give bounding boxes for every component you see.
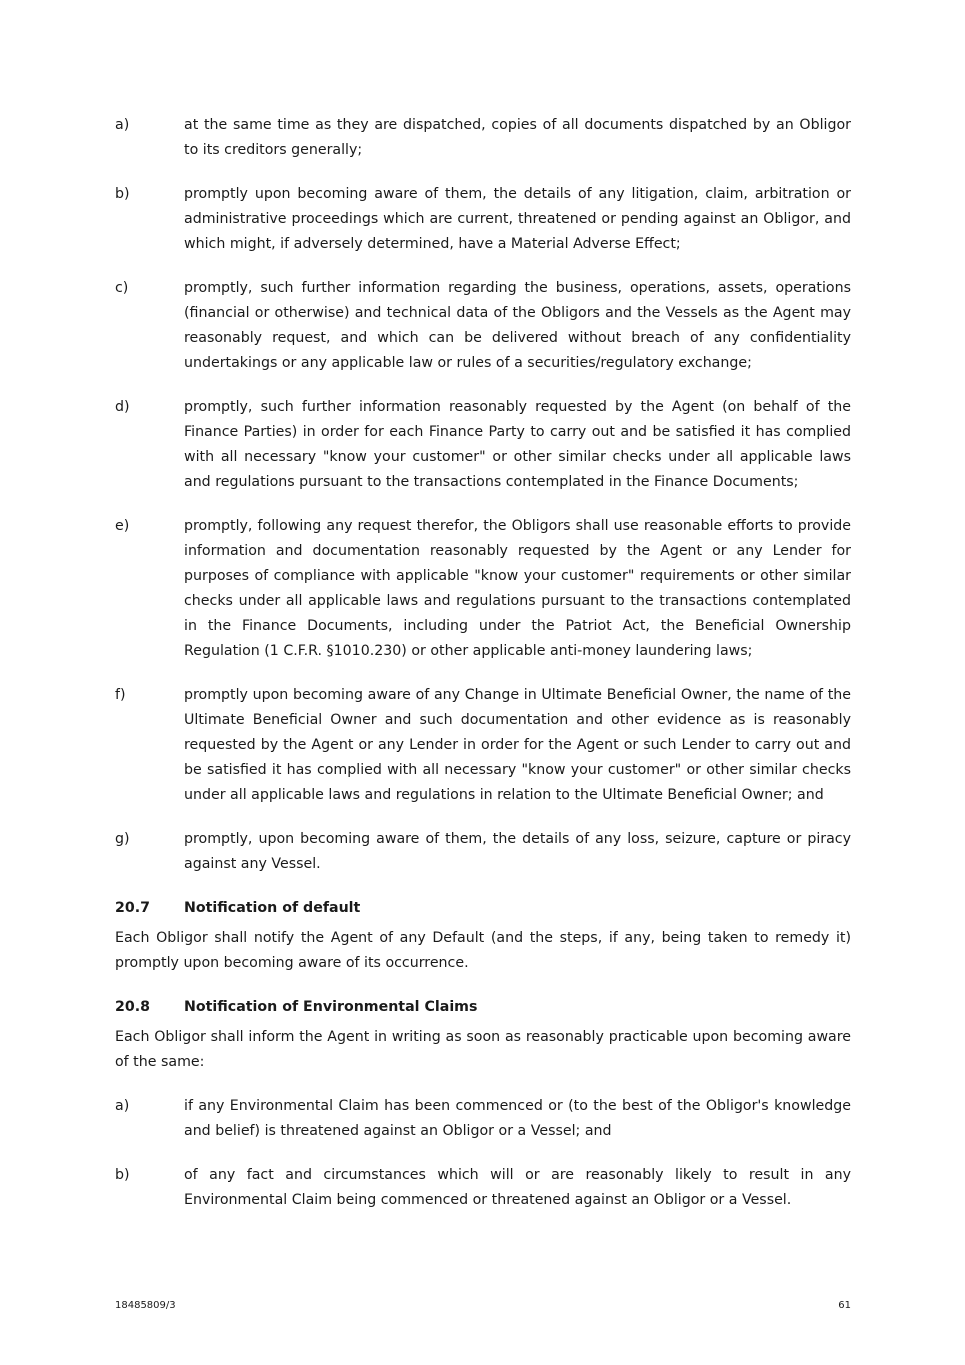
item-label: b): [115, 186, 130, 202]
section-body: Each Obligor shall notify the Agent of any Default (and the steps, if any, being taken to remedy it) promptly upon becoming aware of its occurrence.: [115, 930, 851, 971]
document-page: [115, 113, 851, 1232]
list-item: [115, 514, 851, 664]
item-label: c): [115, 280, 129, 296]
item-label: b): [115, 1167, 130, 1183]
item-text: promptly, such further information reasonably requested by the Agent (on behalf of the Finance Parties) in order for each Finance Party to carry out and be satisfied it has complied with all necessary "know your customer" or other similar checks under all applicable laws and regulations pursuant to the transactions contemplated in the Finance Documents;: [184, 399, 851, 490]
document-reference: 18485809/3: [115, 1300, 176, 1311]
list-item: [115, 113, 851, 163]
item-text: promptly upon becoming aware of any Change in Ultimate Beneficial Owner, the name of the Ultimate Beneficial Owner and such documentation and other evidence as is reasonably requested by the Agent or any Lender in order for the Agent or such Lender to carry out and be satisfied it has complied with all necessary "know your customer" or other similar checks under all applicable laws and regulations in relation to the Ultimate Beneficial Owner; and: [184, 687, 851, 803]
list-item: [115, 276, 851, 376]
item-label: g): [115, 831, 130, 847]
item-label: a): [115, 1098, 130, 1114]
item-text: promptly upon becoming aware of them, the details of any litigation, claim, arbitration or administrative proceedings which are current, threatened or pending against an Obligor, and which might, if adversely determined, have a Material Adverse Effect;: [184, 186, 851, 252]
list-item: [115, 182, 851, 257]
section-title: Notification of Environmental Claims: [184, 999, 478, 1015]
item-text: at the same time as they are dispatched, copies of all documents dispatched by an Obligor to its creditors generally;: [184, 117, 851, 158]
list-item: [115, 827, 851, 877]
item-text: if any Environmental Claim has been commenced or (to the best of the Obligor's knowledge and belief) is threatened against an Obligor or a Vessel; and: [184, 1098, 851, 1139]
item-label: f): [115, 687, 126, 703]
page-number: 61: [838, 1300, 851, 1311]
section-number: 20.8: [115, 999, 151, 1015]
section-heading-20-7: [115, 896, 851, 921]
item-label: e): [115, 518, 130, 534]
section-title: Notification of default: [184, 900, 361, 916]
list-item: [115, 395, 851, 495]
item-text: promptly, following any request therefor, the Obligors shall use reasonable efforts to provide information and documentation reasonably requested by the Agent or any Lender for purposes of compliance with applicable "know your customer" requirements or other similar checks under all applicable laws and regulations pursuant to the transactions contemplated in the Finance Documents, including under the Patriot Act, the Beneficial Ownership Regulation (1 C.F.R. §1010.230) or other applicable anti-money laundering laws;: [184, 518, 851, 659]
list-item: [115, 683, 851, 808]
list-item: [115, 1163, 851, 1213]
item-text: promptly, such further information regarding the business, operations, assets, operations (financial or otherwise) and technical data of the Obligors and the Vessels as the Agent may reasonably request, and which can be delivered without breach of any confidentiality undertakings or any applicable law or rules of a securities/regulatory exchange;: [184, 280, 851, 371]
list-item: [115, 1094, 851, 1144]
section-number: 20.7: [115, 900, 151, 916]
item-label: a): [115, 117, 130, 133]
section-heading-20-8: [115, 995, 851, 1020]
item-label: d): [115, 399, 130, 415]
item-text: promptly, upon becoming aware of them, the details of any loss, seizure, capture or piracy against any Vessel.: [184, 831, 851, 872]
item-text: of any fact and circumstances which will or are reasonably likely to result in any Environmental Claim being commenced or threatened against an Obligor or a Vessel.: [184, 1167, 851, 1208]
section-body: Each Obligor shall inform the Agent in writing as soon as reasonably practicable upon becoming aware of the same:: [115, 1029, 851, 1070]
page-footer: [115, 1300, 851, 1311]
